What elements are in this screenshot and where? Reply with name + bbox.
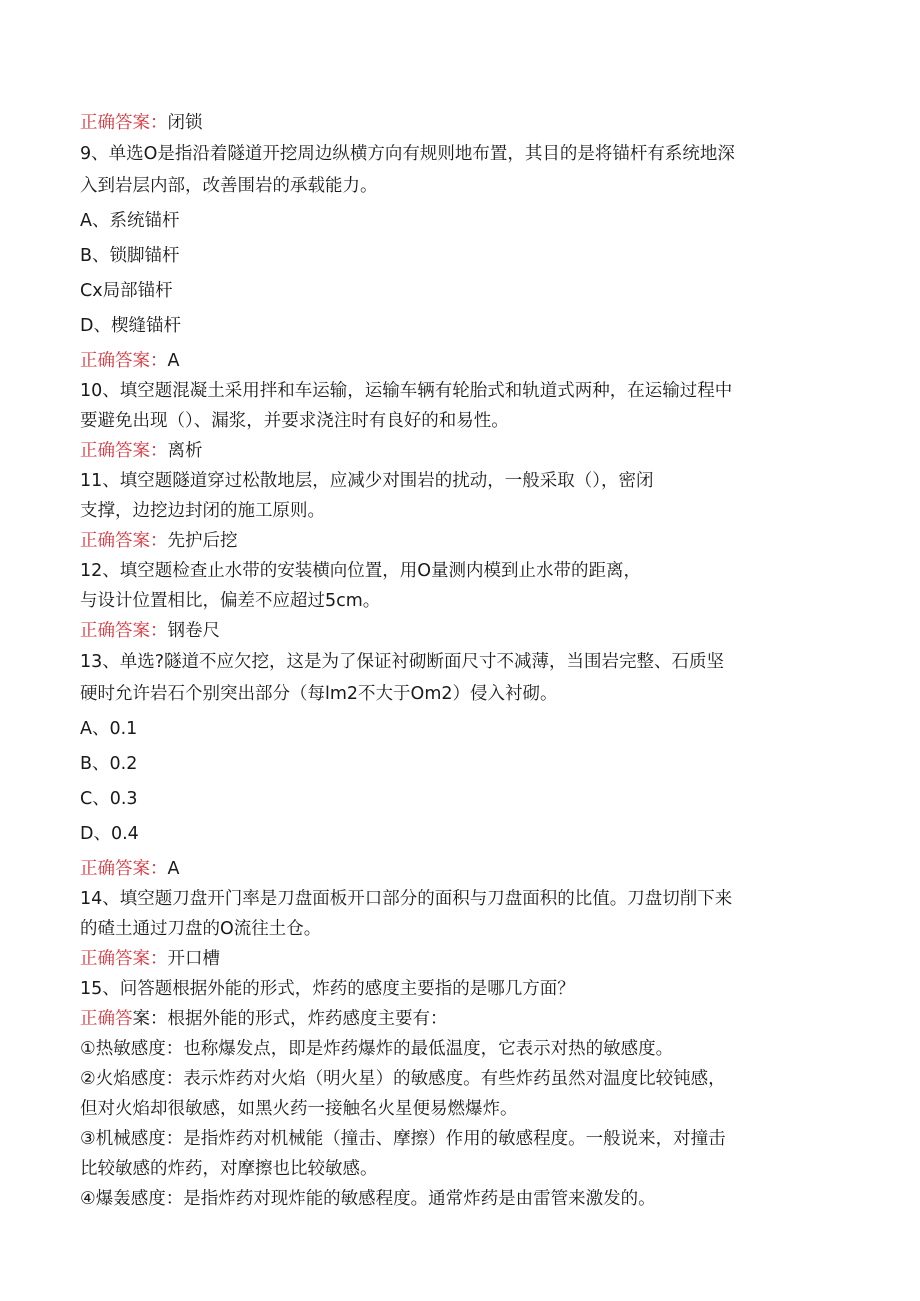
detail-line-3: 但对火焰却很敏感，如黑火药一接触名火星便易燃爆炸。 bbox=[80, 1099, 518, 1119]
option-a: A、系统锚杆 bbox=[80, 211, 180, 231]
option-c: C、0.3 bbox=[80, 789, 138, 809]
detail-line-5: 比较敏感的炸药，对摩擦也比较敏感。 bbox=[80, 1159, 378, 1179]
question-9-line-2: 入到岩层内部，改善围岩的承载能力。 bbox=[80, 176, 378, 196]
answer-value: 根据外能的形式，炸药感度主要有： bbox=[167, 1009, 448, 1029]
option-b: B、锁脚锚杆 bbox=[80, 246, 180, 266]
answer-value: 先护后挖 bbox=[167, 531, 238, 551]
question-15-line-1: 15、问答题根据外能的形式，炸药的感度主要指的是哪几方面？ bbox=[80, 979, 575, 999]
question-9-line-1: 9、单选O是指沿着隧道开挖周边纵横方向有规则地布置，其目的是将锚杆有系统地深 bbox=[80, 144, 735, 164]
question-10-line-2: 要避免出现（）、漏浆，并要求浇注时有良好的和易性。 bbox=[80, 411, 509, 431]
answer-label: 正确答 bbox=[80, 1009, 133, 1029]
question-12-line-2: 与设计位置相比，偏差不应超过5cm。 bbox=[80, 591, 381, 611]
question-13-line-1: 13、单选?隧道不应欠挖，这是为了保证衬砌断面尺寸不减薄，当围岩完整、石质坚 bbox=[80, 652, 725, 672]
answer-label: 正确答案： bbox=[80, 949, 168, 969]
question-13-line-2: 硬时允许岩石个别突出部分（每lm2不大于Om2）侵入衬砌。 bbox=[80, 684, 558, 704]
answer-label: 正确答案： bbox=[80, 531, 168, 551]
answer-value: A bbox=[167, 859, 180, 879]
answer-label: 正确答案： bbox=[80, 351, 168, 371]
option-a: A、0.1 bbox=[80, 719, 138, 739]
option-c: Cx局部锚杆 bbox=[80, 281, 173, 301]
answer-value: 离析 bbox=[167, 441, 203, 461]
question-11-line-1: 11、填空题隧道穿过松散地层，应减少对围岩的扰动，一般采取（），密闭 bbox=[80, 471, 654, 491]
document-page bbox=[80, 108, 830, 1214]
detail-line-6: ④爆轰感度：是指炸药对现炸能的敏感程度。通常炸药是由雷管来激发的。 bbox=[80, 1189, 656, 1209]
detail-line-2: ②火焰感度：表示炸药对火焰（明火星）的敏感度。有些炸药虽然对温度比较钝感， bbox=[80, 1069, 726, 1089]
question-11-line-2: 支撑，边挖边封闭的施工原则。 bbox=[80, 501, 325, 521]
answer-label: 正确答案： bbox=[80, 859, 168, 879]
answer-line bbox=[80, 436, 830, 466]
detail-line-4: ③机械感度：是指炸药对机械能（撞击、摩擦）作用的敏感程度。一般说来，对撞击 bbox=[80, 1129, 726, 1149]
answer-line bbox=[80, 616, 830, 646]
answer-line bbox=[80, 346, 830, 376]
answer-line bbox=[80, 1004, 830, 1034]
answer-line bbox=[80, 944, 830, 974]
answer-line bbox=[80, 108, 830, 138]
option-b: B、0.2 bbox=[80, 754, 138, 774]
answer-label: 正确答案： bbox=[80, 113, 168, 133]
answer-label-tail: 案： bbox=[132, 1009, 168, 1029]
question-12-line-1: 12、填空题检查止水带的安装横向位置，用O量测内模到止水带的距离， bbox=[80, 561, 642, 581]
option-d: D、0.4 bbox=[80, 824, 139, 844]
answer-value: A bbox=[167, 351, 180, 371]
answer-value: 钢卷尺 bbox=[167, 621, 220, 641]
answer-value: 闭锁 bbox=[167, 113, 203, 133]
answer-label: 正确答案： bbox=[80, 621, 168, 641]
question-10-line-1: 10、填空题混凝土采用拌和车运输，运输车辆有轮胎式和轨道式两种，在运输过程中 bbox=[80, 381, 733, 401]
detail-line-1: ①热敏感度：也称爆发点，即是炸药爆炸的最低温度，它表示对热的敏感度。 bbox=[80, 1039, 674, 1059]
answer-label: 正确答案： bbox=[80, 441, 168, 461]
option-d: D、楔缝锚杆 bbox=[80, 316, 181, 336]
answer-line bbox=[80, 854, 830, 884]
question-14-line-1: 14、填空题刀盘开门率是刀盘面板开口部分的面积与刀盘面积的比值。刀盘切削下来 bbox=[80, 889, 733, 909]
answer-value: 开口槽 bbox=[167, 949, 220, 969]
question-14-line-2: 的碴土通过刀盘的O流往土仓。 bbox=[80, 919, 322, 939]
answer-line bbox=[80, 526, 830, 556]
